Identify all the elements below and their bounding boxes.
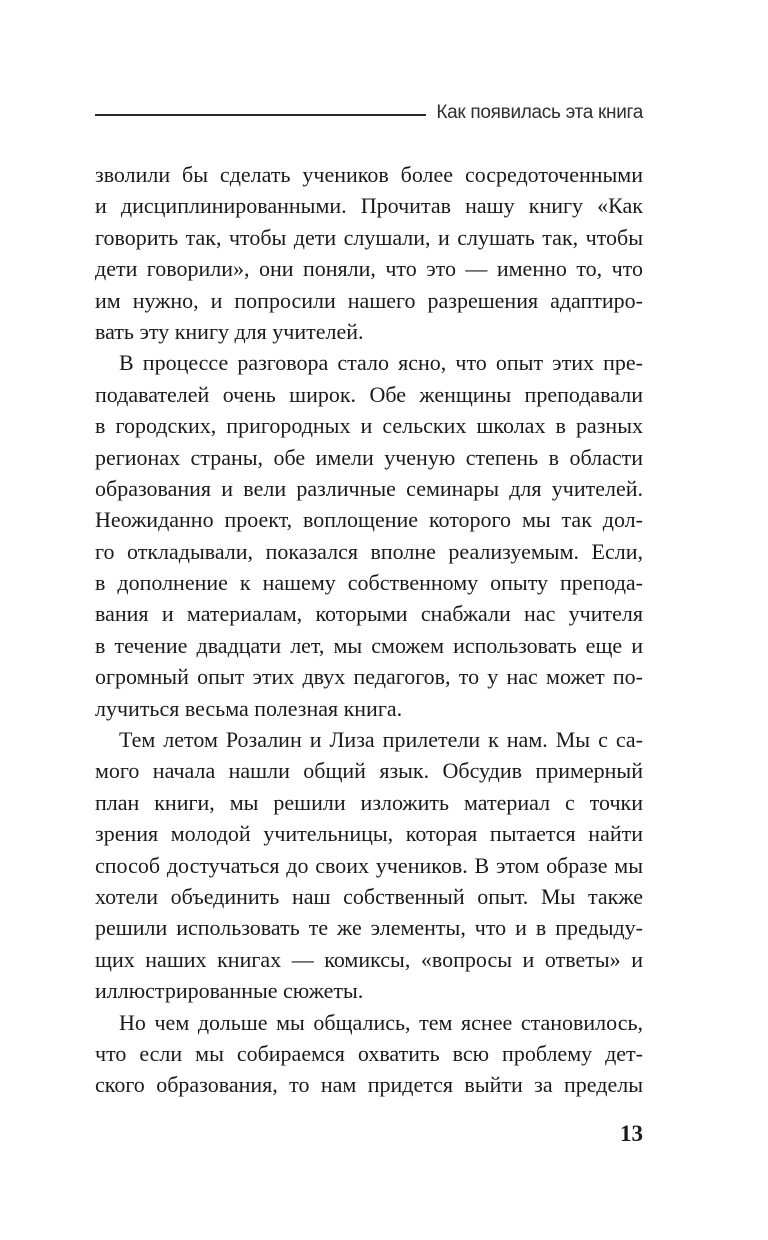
text-line: иллюстрированные сюжеты. [95, 978, 364, 1004]
text-line: зволили бы сделать учеников более сосредоточенными [95, 162, 643, 187]
text-line: огромный опыт этих двух педагогов, то у нас может по- [95, 664, 643, 690]
paragraph [95, 724, 643, 1007]
text-line: дети говорили», они поняли, что это — именно то, что [95, 256, 643, 282]
text-line: Тем летом Розалин и Лиза прилетели к нам. Мы с са- [119, 727, 643, 753]
running-head [95, 99, 643, 127]
text-line: вать эту книгу для учителей. [95, 318, 364, 344]
text-line: щих наших книгах — комиксы, «вопросы и ответы» и [95, 946, 643, 972]
text-line: им нужно, и попросили нашего разрешения адаптиро- [95, 287, 643, 313]
paragraph [95, 347, 643, 724]
text-line: подавателей очень широк. Обе женщины преподавали [95, 381, 643, 407]
text-line: зрения молодой учительницы, которая пытается найти [95, 821, 643, 847]
text-line: Неожиданно проект, воплощение которого мы так дол- [95, 507, 643, 533]
text-line: в дополнение к нашему собственному опыту препода- [95, 570, 643, 596]
text-line: решили использовать те же элементы, что и в предыду- [95, 915, 643, 941]
text-line: ского образования, то нам придется выйти за пределы [95, 1072, 643, 1098]
chapter-title: Как появилась эта книга [436, 102, 643, 123]
page-number: 13 [620, 1121, 643, 1146]
text-line: образования и вели различные семинары для учителей. [95, 475, 643, 501]
paragraph [95, 159, 643, 347]
text-line: регионах страны, обе имели ученую степень в области [95, 444, 643, 470]
text-line: способ достучаться до своих учеников. В этом образе мы [95, 852, 643, 878]
text-line: Но чем дольше мы общались, тем яснее становилось, [119, 1009, 643, 1035]
text-line: план книги, мы решили изложить материал с точки [95, 789, 643, 815]
text-line: в городских, пригородных и сельских школах в разных [95, 413, 643, 439]
text-line: го откладывали, показался вполне реализуемым. Если, [95, 538, 643, 564]
text-line: в течение двадцати лет, мы сможем использовать еще и [95, 632, 643, 658]
text-line: и дисциплинированными. Прочитав нашу книгу «Как [95, 193, 643, 219]
paragraph [95, 1007, 643, 1101]
header-rule [95, 114, 426, 116]
text-line: что если мы собираемся охватить всю проблему дет- [95, 1040, 643, 1066]
text-line: хотели объединить наш собственный опыт. Мы также [95, 883, 643, 909]
text-line: В процессе разговора стало ясно, что опыт этих пре- [119, 350, 643, 376]
text-block [95, 159, 643, 1101]
text-line: мого начала нашли общий язык. Обсудив примерный [95, 758, 643, 784]
text-line: вания и материалам, которыми снабжали нас учителя [95, 601, 643, 627]
text-line: говорить так, чтобы дети слушали, и слушать так, чтобы [95, 224, 643, 250]
text-line: лучиться весьма полезная книга. [95, 695, 403, 721]
